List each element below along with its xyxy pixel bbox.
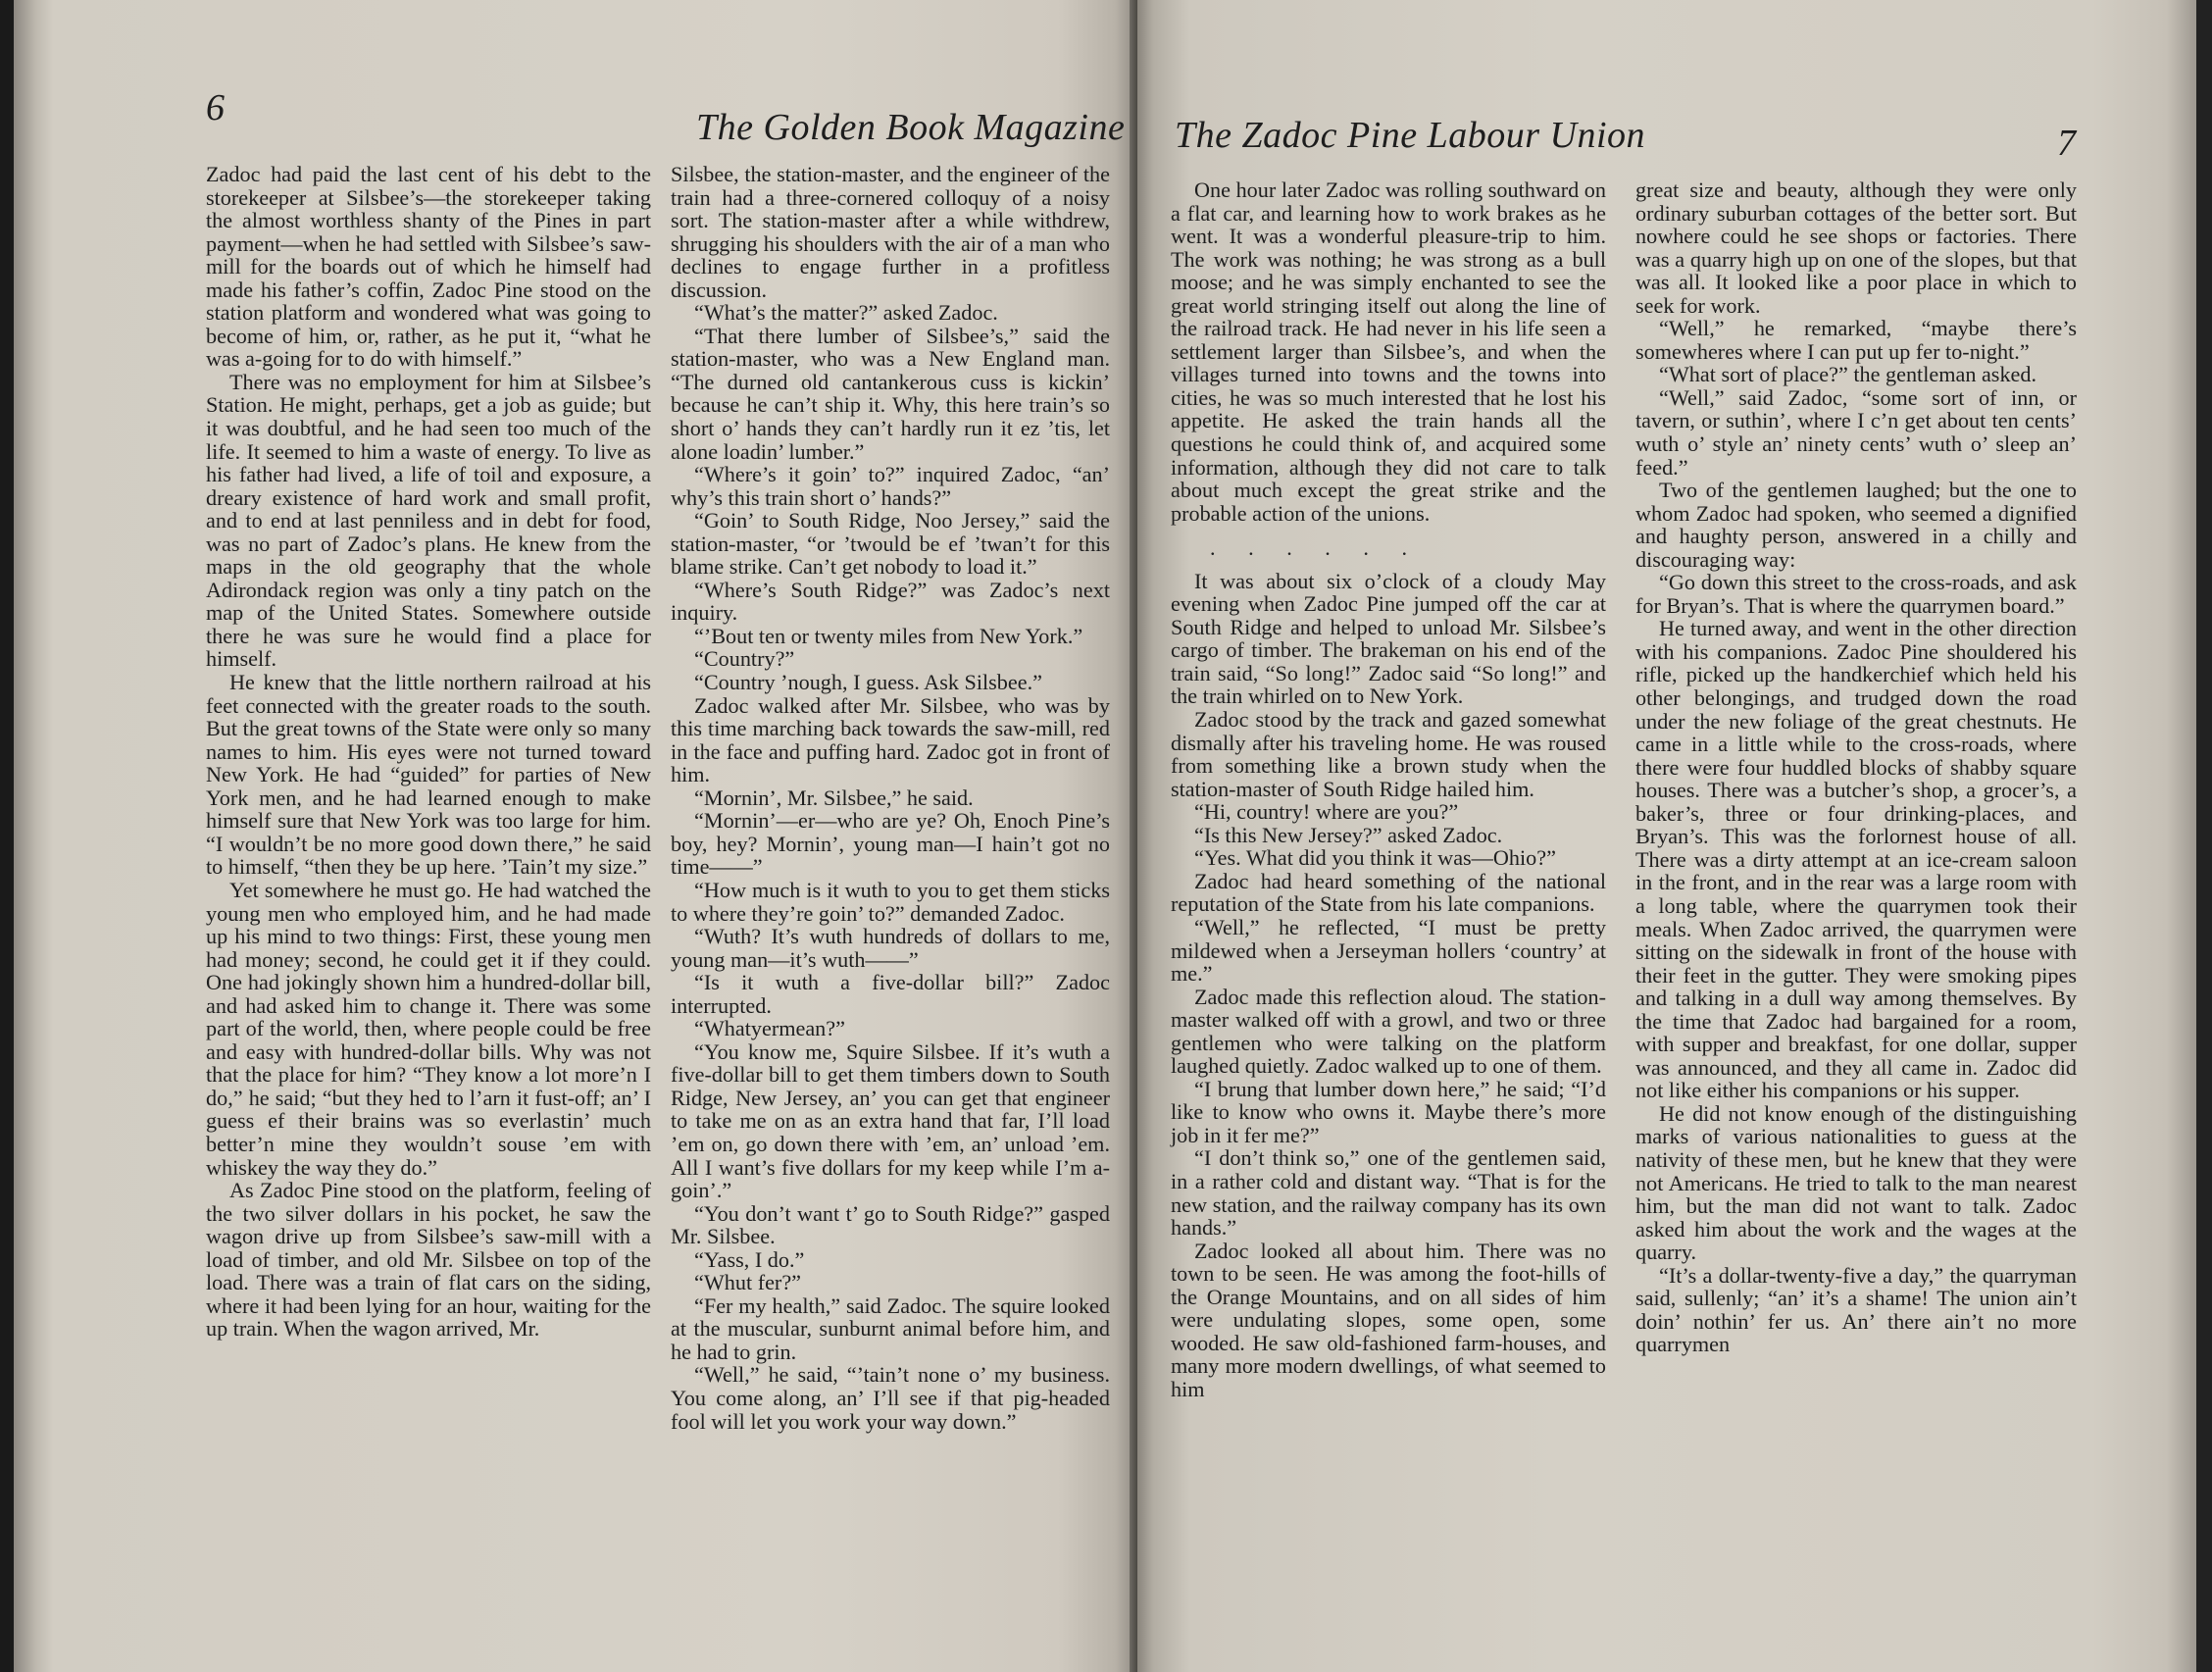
paragraph: “Hi, country! where are you?”: [1194, 799, 1459, 825]
paragraph: “You don’t want t’ go to South Ridge?” gasped Mr. Silsbee.: [671, 1200, 1110, 1249]
paragraph: “Whut fer?”: [694, 1270, 802, 1295]
paragraph: “That there lumber of Silsbee’s,” said the station-master, who was a New England man. “The durned old cantankerous cuss is kickin’ because he can’t ship it. Why, this here train’s so short o’ hands they can’t hardly run it ez ’tis, let alone loadin’ lumber.”: [671, 323, 1110, 464]
paragraph: “I brung that lumber down here,” he said; “I’d like to know who owns it. Maybe there’s more job in it fer me?”: [1171, 1076, 1606, 1147]
left-page-column-1: [206, 163, 651, 1341]
paragraph: “How much is it wuth to you to get them sticks to where they’re goin’ to?” demanded Zadoc.: [671, 877, 1110, 926]
right-page-column-1: [1171, 178, 1606, 1400]
paragraph: “You know me, Squire Silsbee. If it’s wuth a five-dollar bill to get them timbers down to South Ridge, New Jersey, an’ you can get that engineer to take me on as an extra hand that far, I’ll load ’em on, go down there with ’em, an’ unload ’em. All I want’s five dollars for my keep while I’m a-goin’.”: [671, 1039, 1110, 1203]
paragraph: “Well,” said Zadoc, “some sort of inn, or tavern, or suthin’, where I c’n get about ten cents’ wuth o’ style an’ ninety cents’ wuth o’ sleep an’ feed.”: [1635, 384, 2077, 480]
paragraph: “What’s the matter?” asked Zadoc.: [694, 300, 998, 326]
paragraph: Zadoc stood by the track and gazed somewhat dismally after his traveling home. He was roused from something like a brown study when the station-master of South Ridge hailed him.: [1171, 707, 1606, 801]
paragraph: “’Bout ten or twenty miles from New York.”: [694, 623, 1083, 648]
paragraph: “Country ’nough, I guess. Ask Silsbee.”: [694, 670, 1042, 695]
running-head-right: The Zadoc Pine Labour Union: [1175, 115, 1646, 156]
right-page-column-2: [1635, 178, 2077, 1356]
paragraph: It was about six o’clock of a cloudy May evening when Zadoc Pine jumped off the car at South Ridge and helped to unload Mr. Silsbee’s cargo of timber. The brakeman on his end of the train said, “So long!” Zadoc said “So long!” and the train whirled on to New York.: [1171, 568, 1606, 709]
paragraph: Zadoc made this reflection aloud. The station-master walked off with a growl, and two or three gentlemen who were talking on the platform laughed quietly. Zadoc walked up to one of them.: [1171, 984, 1606, 1079]
left-page: [14, 0, 1137, 1672]
page-edge: [2196, 0, 2212, 1672]
paragraph: “Yass, I do.”: [694, 1246, 805, 1272]
paragraph: Two of the gentlemen laughed; but the one to whom Zadoc had spoken, who seemed a dignified and haughty person, answered in a chilly and discouraging way:: [1635, 478, 2077, 572]
paragraph: “Mornin’—er—who are ye? Oh, Enoch Pine’s boy, hey? Mornin’, young man—I hain’t got no time——”: [671, 808, 1110, 880]
paragraph: “Is it wuth a five-dollar bill?” Zadoc interrupted.: [671, 970, 1110, 1018]
paragraph: “Where’s South Ridge?” was Zadoc’s next inquiry.: [671, 577, 1110, 626]
paragraph: “It’s a dollar-twenty-five a day,” the quarryman said, sullenly; “an’ it’s a shame! The union ain’t doin’ nothin’ fer us. An’ there ain’t no more quarrymen: [1635, 1262, 2077, 1357]
paragraph: “Go down this street to the cross-roads, and ask for Bryan’s. That is where the quarrymen board.”: [1635, 570, 2077, 618]
paragraph: He did not know enough of the distinguishing marks of various nationalities to guess at the nativity of these men, but he knew that they were not Americans. He tried to talk to the man nearest him, but the man did not want to talk. Zadoc asked him about the work and the wages at the quarry.: [1635, 1100, 2077, 1265]
paragraph: He turned away, and went in the other direction with his companions. Zadoc Pine shouldered his rifle, picked up the handkerchief which held his other belongings, and trudged down the road under the new foliage of the great chestnuts. He came in a little while to the cross-roads, where there were four huddled blocks of shabby square houses. There was a butcher’s shop, a grocer’s, a baker’s, three or four drinking-places, and Bryan’s. This was the forlornest house of all. There was a dirty attempt at an ice-cream saloon in the front, and in the rear was a large room with a long table, where the quarrymen took their meals. When Zadoc arrived, the quarrymen were sitting on the sidewalk in front of the house with their feet in the gutter. They were smoking pipes and talking in a dull way among themselves. By the time that Zadoc had bargained for a room, with supper and breakfast, for one dollar, supper was announced, and they all came in. Zadoc did not like either his companions or his supper.: [1635, 616, 2077, 1103]
paragraph: “I don’t think so,” one of the gentlemen said, in a rather cold and distant way. “That is for the new station, and the railway company has its own hands.”: [1171, 1145, 1606, 1241]
paragraph: “Country?”: [694, 646, 795, 672]
paragraph: Zadoc had paid the last cent of his debt to the storekeeper at Silsbee’s—the storekeeper taking the almost worthless shanty of the Pines in part payment—when he had settled with Silsbee’s saw-mill for the boards out of which he himself had made his father’s coffin, Zadoc Pine stood on the station platform and wondered what was going to become of him, or, rather, as he put it, “what he was a-going for to do with himself.”: [206, 162, 651, 372]
left-page-column-2: [671, 163, 1110, 1433]
page-number-right: 7: [2057, 123, 2076, 164]
paragraph: “Whatyermean?”: [694, 1016, 845, 1041]
paragraph: “Yes. What did you think it was—Ohio?”: [1194, 845, 1556, 871]
paragraph: “What sort of place?” the gentleman asked.: [1659, 362, 2037, 387]
paragraph: One hour later Zadoc was rolling southward on a flat car, and learning how to work brakes as he went. It was a wonderful pleasure-trip to him. The work was nothing; he was strong as a bull moose; and he was simply enchanted to see the great world stringing itself out along the line of the railroad track. He had never in his life seen a settlement larger than Silsbee’s, and when the villages turned into towns and the towns into cities, he was so much interested that he lost his appetite. He asked the train hands all the questions he could think of, and acquired some information, although they did not care to talk about much except the great strike and the probable action of the unions.: [1171, 177, 1606, 526]
paragraph: “Where’s it goin’ to?” inquired Zadoc, “an’ why’s this train short o’ hands?”: [671, 462, 1110, 510]
page-number-left: 6: [206, 87, 225, 128]
paragraph: Yet somewhere he must go. He had watched the young men who employed him, and he had made up his mind to two things: First, these young men had money; second, he could get it if they could. One had jokingly shown him a hundred-dollar bill, and had asked him to change it. There was some part of the world, then, where people could be free and easy with hundred-dollar bills. Why was not that the place for him? “They know a lot more’n I do,” he said; “but they hed to l’arn it fust-off; an’ I guess ef their brains was so everlastin’ much better’n mine they wouldn’t souse ’em with whiskey the way they do.”: [206, 877, 651, 1180]
paragraph: “Is this New Jersey?” asked Zadoc.: [1194, 822, 1503, 847]
paragraph: As Zadoc Pine stood on the platform, feeling of the two silver dollars in his pocket, he saw the wagon drive up from Silsbee’s saw-mill with a load of timber, and old Mr. Silsbee on top of the load. There was a train of flat cars on the siding, where it had been lying for an hour, waiting for the up train. When the wagon arrived, Mr.: [206, 1178, 651, 1342]
paragraph: “Goin’ to South Ridge, Noo Jersey,” said the station-master, “or ’twould be ef ’twan’t for this blame strike. Can’t get nobody to load it.”: [671, 508, 1110, 580]
paragraph: “Well,” he said, “’tain’t none o’ my business. You come along, an’ I’ll see if that pig-headed fool will let you work your way down.”: [671, 1362, 1110, 1434]
paragraph: “Well,” he remarked, “maybe there’s somewheres where I can put up fer to-night.”: [1635, 316, 2077, 364]
paragraph: “Well,” he reflected, “I must be pretty mildewed when a Jerseyman hollers ‘country’ at me.”: [1171, 914, 1606, 987]
paragraph: There was no employment for him at Silsbee’s Station. He might, perhaps, get a job as guide; but it was doubtful, and he had seen too much of the life. It seemed to him a waste of energy. To live as his father had lived, a life of toil and exposure, a dreary existence of hard work and small profit, and to end at last penniless and in debt for food, was no part of Zadoc’s plans. He knew from the maps in the old geography that the whole Adirondack region was only a tiny patch on the map of the United States. Somewhere outside there he was sure he would find a place for himself.: [206, 369, 651, 672]
paragraph: Zadoc had heard something of the national reputation of the State from his late companions.: [1171, 868, 1606, 917]
running-head-left: The Golden Book Magazine: [696, 107, 1126, 148]
paragraph: “Fer my health,” said Zadoc. The squire looked at the muscular, sunburnt animal before him, and he had to grin.: [671, 1292, 1110, 1364]
paragraph: great size and beauty, although they were only ordinary suburban cottages of the better sort. But nowhere could he see shops or factories. There was a quarry high up on one of the slopes, but that was all. It looked like a poor place in which to seek for work.: [1635, 177, 2077, 318]
paragraph: “Mornin’, Mr. Silsbee,” he said.: [694, 785, 974, 810]
paragraph: Silsbee, the station-master, and the engineer of the train had a three-cornered colloquy of a noisy sort. The station-master after a while withdrew, shrugging his shoulders with the air of a man who declines to engage further in a profitless discussion.: [671, 162, 1110, 302]
section-break: . . . . . .: [1210, 535, 1422, 561]
paragraph: Zadoc walked after Mr. Silsbee, who was by this time marching back towards the saw-mill, red in the face and puffing hard. Zadoc got in front of him.: [671, 692, 1110, 787]
paragraph: “Wuth? It’s wuth hundreds of dollars to me, young man—it’s wuth——”: [671, 924, 1110, 972]
paragraph: Zadoc looked all about him. There was no town to be seen. He was among the foot-hills of the Orange Mountains, and on all sides of him were undulating slopes, some open, some wooded. He saw old-fashioned farm-houses, and many more modern dwellings, of what seemed to him: [1171, 1238, 1606, 1401]
paragraph: He knew that the little northern railroad at his feet connected with the greater roads to the south. But the great towns of the State were only so many names to him. His eyes were not turned toward New York. He had “guided” for parties of New York men, and he had learned enough to make himself sure that New York was too large for him. “I wouldn’t be no more good down there,” he said to himself, “then they be up here. ’Tain’t my size.”: [206, 670, 651, 880]
right-page: [1137, 0, 2198, 1672]
